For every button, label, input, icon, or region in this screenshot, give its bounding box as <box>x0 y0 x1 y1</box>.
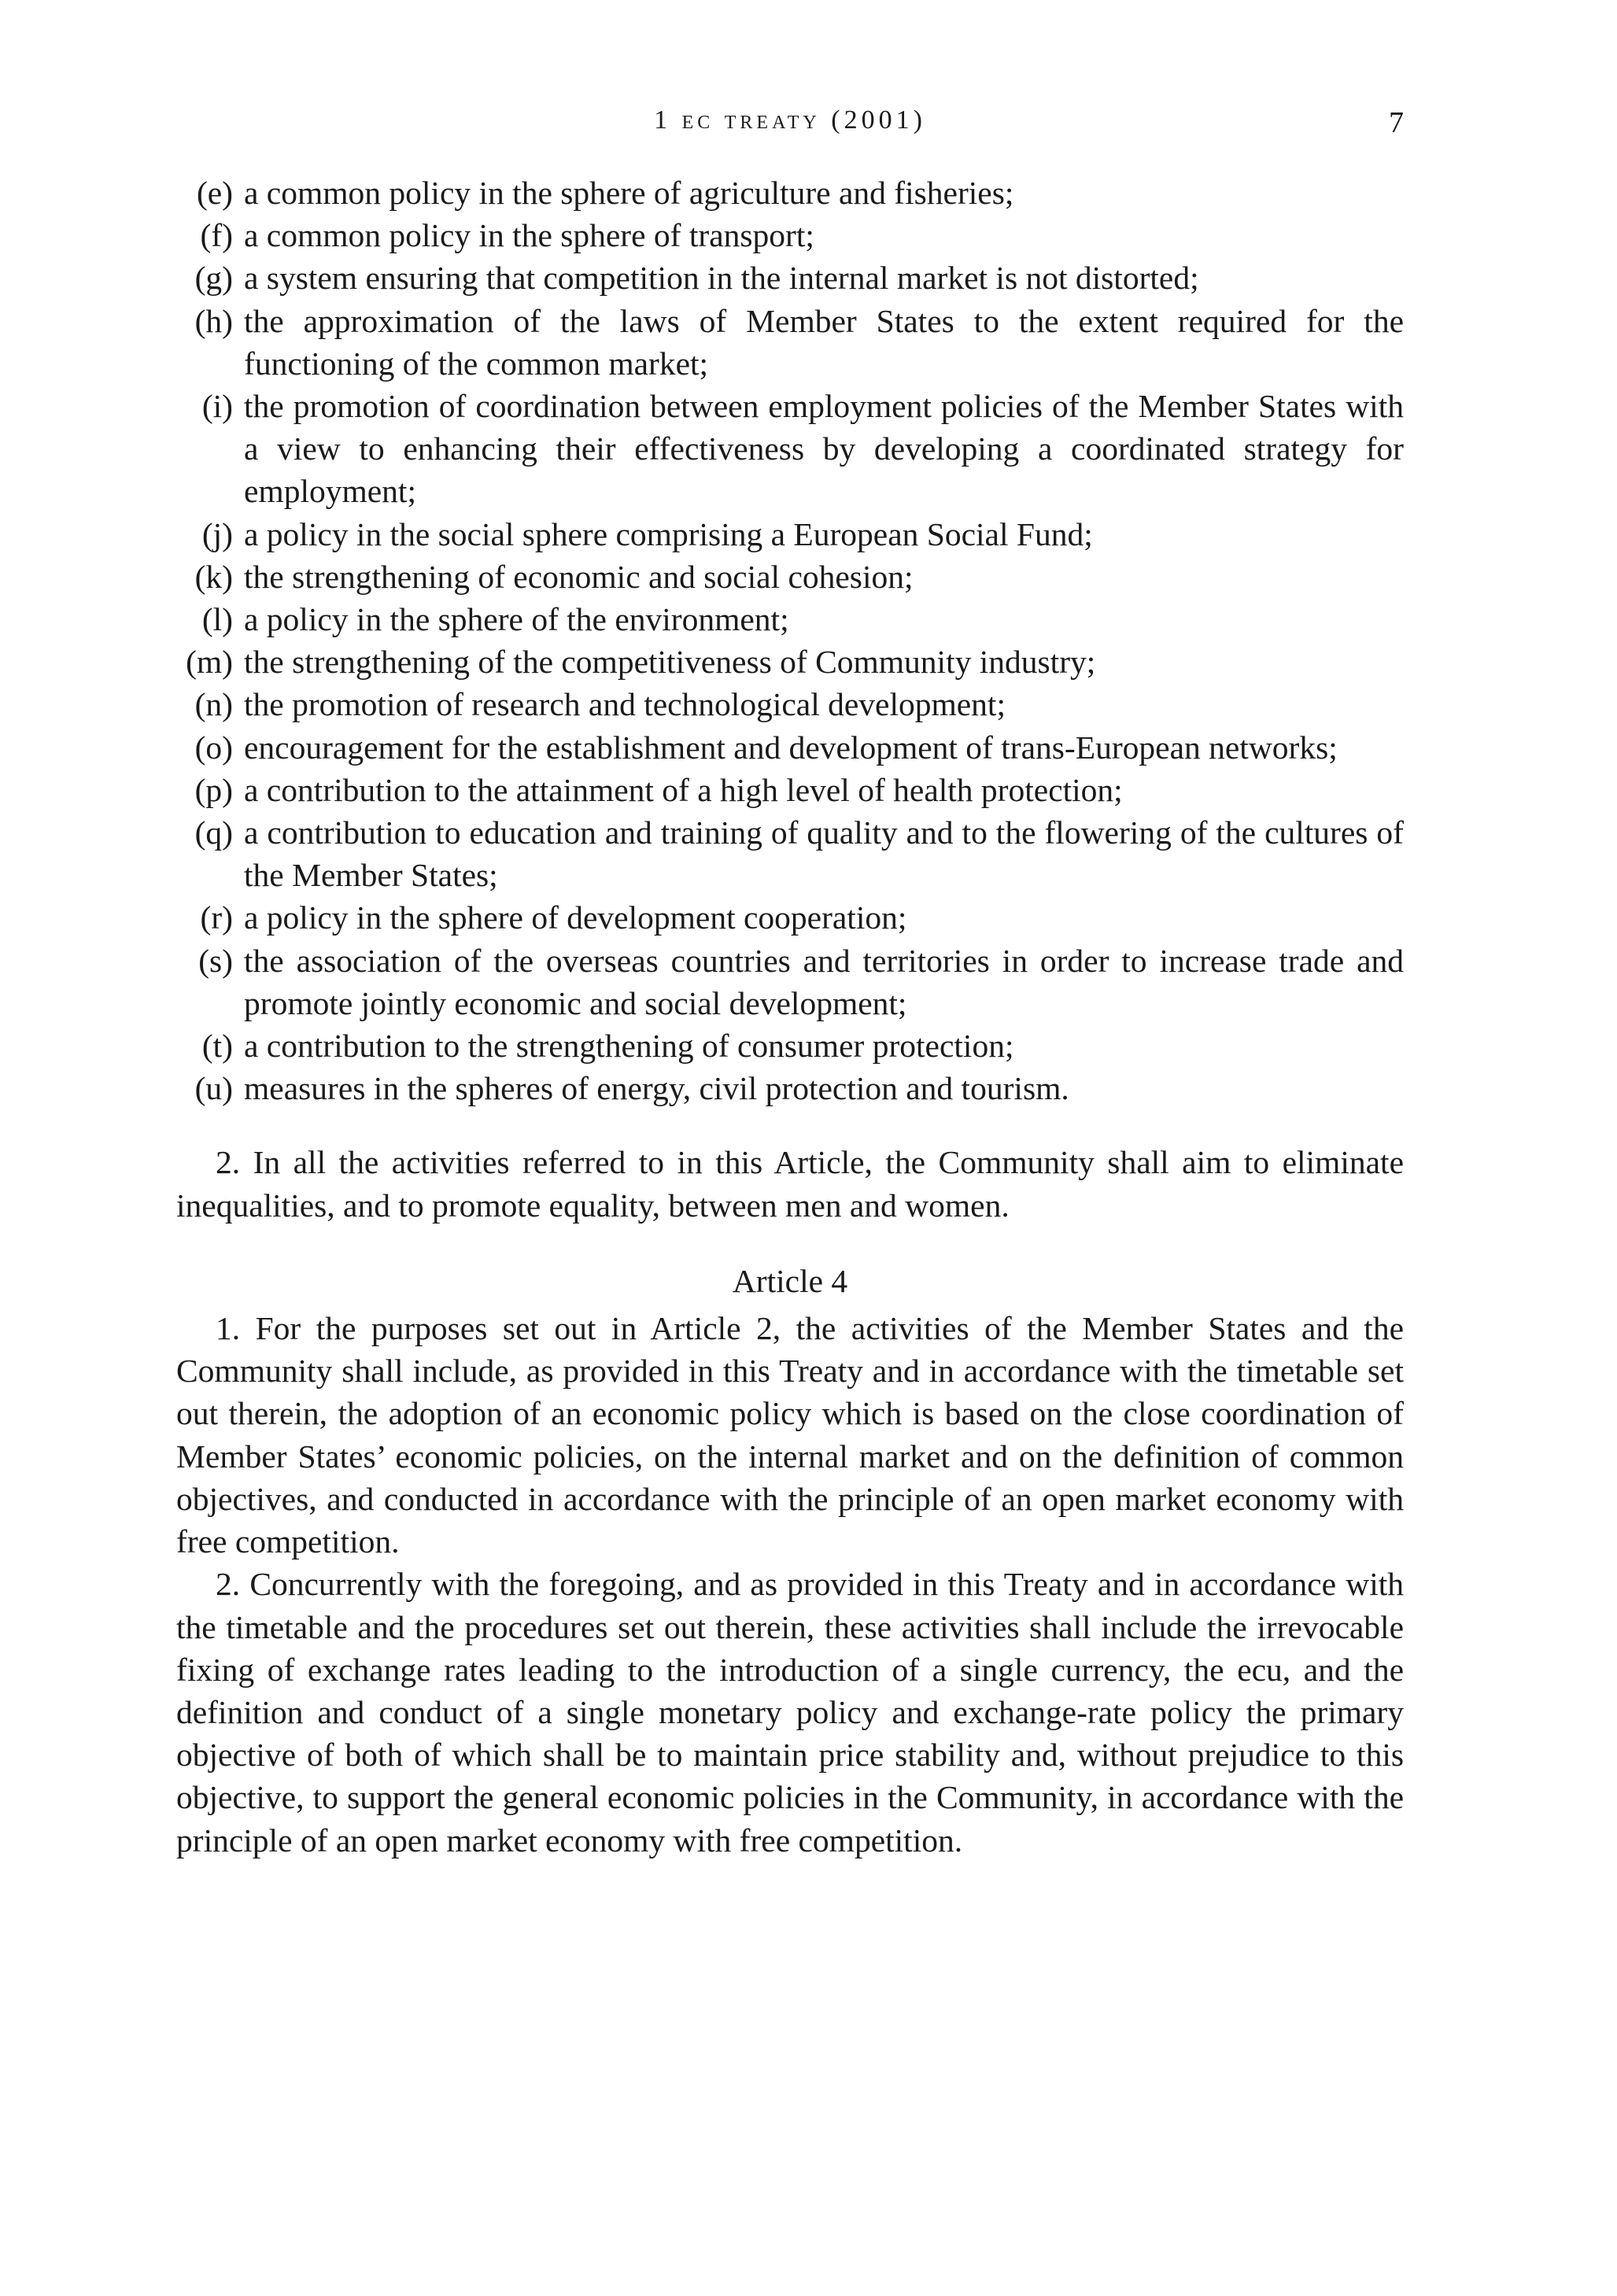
list-item-label: (j) <box>201 515 233 552</box>
list-item-m <box>176 640 1404 683</box>
list-item-t <box>176 1024 1404 1067</box>
list-item-j <box>176 513 1404 556</box>
list-item-text: a common policy in the sphere of transport; <box>244 217 814 254</box>
list-item-text: a policy in the sphere of the environment; <box>244 601 789 638</box>
list-item-text: a policy in the sphere of development cooperation; <box>244 899 907 936</box>
list-item-text: the approximation of the laws of Member States to the extent required for the functioning of the common market; <box>244 302 1404 382</box>
list-item-text: a policy in the social sphere comprising a European Social Fund; <box>244 515 1093 552</box>
document-page <box>176 101 1404 1862</box>
list-item-label: (q) <box>194 814 233 851</box>
list-item-o <box>176 726 1404 769</box>
list-item-f <box>176 214 1404 257</box>
list-item-text: encouragement for the establishment and development of trans-European networks; <box>244 729 1338 766</box>
list-item-label: (l) <box>201 601 233 638</box>
list-item-label: (k) <box>194 558 233 595</box>
running-title: 1 ec treaty (2001) <box>654 105 926 135</box>
list-item-h <box>176 300 1404 385</box>
list-item-label: (p) <box>194 771 233 808</box>
article-heading: Article 4 <box>732 1262 848 1299</box>
list-item-label: (h) <box>194 302 233 339</box>
list-item-label: (u) <box>194 1070 233 1107</box>
list-item-label: (n) <box>194 686 233 723</box>
list-item-label: (e) <box>196 175 233 211</box>
list-item-n <box>176 683 1404 725</box>
list-item-text: a contribution to education and training of quality and to the flowering of the cultures of the Member States; <box>244 814 1404 894</box>
list-item-p <box>176 769 1404 811</box>
list-item-label: (o) <box>194 729 233 766</box>
running-header <box>176 101 1404 148</box>
list-item-text: a common policy in the sphere of agriculture and fisheries; <box>244 175 1014 211</box>
list-item-q <box>176 811 1404 896</box>
list-item-text: the promotion of research and technological development; <box>244 686 1006 723</box>
list-item-label: (m) <box>186 644 233 681</box>
article4-paragraph-1: 1. For the purposes set out in Article 2, the activities of the Member States and the Community shall include, as provided in this Treaty and in accordance with the timetable set out therein, the adoption of an economic policy which is based on the close coordination of Member States’ economic policies, on the internal market and on the definition of common objectives, and conducted in accordance with the principle of an open market economy with free competition. <box>176 1310 1404 1560</box>
list-item-label: (s) <box>198 942 233 979</box>
list-item-text: the strengthening of the competitiveness of Community industry; <box>244 644 1096 681</box>
list-item-g <box>176 257 1404 299</box>
list-item-text: the association of the overseas countries and territories in order to increase trade and promote jointly economic and social development; <box>244 942 1404 1021</box>
list-item-text: the promotion of coordination between employment policies of the Member States with a view to enhancing their effectiveness by developing a coordinated strategy for employment; <box>244 388 1404 510</box>
list-item-text: a contribution to the strengthening of consumer protection; <box>244 1028 1014 1065</box>
list-item-e <box>176 172 1404 214</box>
list-item-label: (g) <box>194 260 233 297</box>
article3-paragraph-2: 2. In all the activities referred to in this Article, the Community shall aim to eliminate inequalities, and to promote equality, between men and women. <box>176 1144 1404 1224</box>
list-item-s <box>176 939 1404 1024</box>
list-item-i <box>176 385 1404 513</box>
list-item-text: the strengthening of economic and social cohesion; <box>244 558 914 595</box>
list-item-k <box>176 556 1404 598</box>
list-item-r <box>176 896 1404 939</box>
list-item-text: a contribution to the attainment of a high level of health protection; <box>244 771 1123 808</box>
list-item-label: (f) <box>200 217 233 254</box>
list-item-text: a system ensuring that competition in the internal market is not distorted; <box>244 260 1199 297</box>
list-item-u <box>176 1067 1404 1109</box>
list-item-label: (i) <box>201 388 233 425</box>
objectives-list <box>176 172 1404 1109</box>
list-item-l <box>176 598 1404 640</box>
page-number: 7 <box>1389 106 1404 139</box>
article4-paragraph-2: 2. Concurrently with the foregoing, and as provided in this Treaty and in accordance with the timetable and the procedures set out therein, these activities shall include the irrevocable fixing of exchange rates leading to the introduction of a single currency, the ecu, and the definition and conduct of a single monetary policy and exchange-rate policy the primary objective of both of which shall be to maintain price stability and, without prejudice to this objective, to support the general economic policies in the Community, in accordance with the principle of an open market economy with free competition. <box>176 1566 1404 1859</box>
list-item-label: (t) <box>201 1028 233 1065</box>
list-item-label: (r) <box>200 899 233 936</box>
list-item-text: measures in the spheres of energy, civil protection and tourism. <box>244 1070 1069 1107</box>
